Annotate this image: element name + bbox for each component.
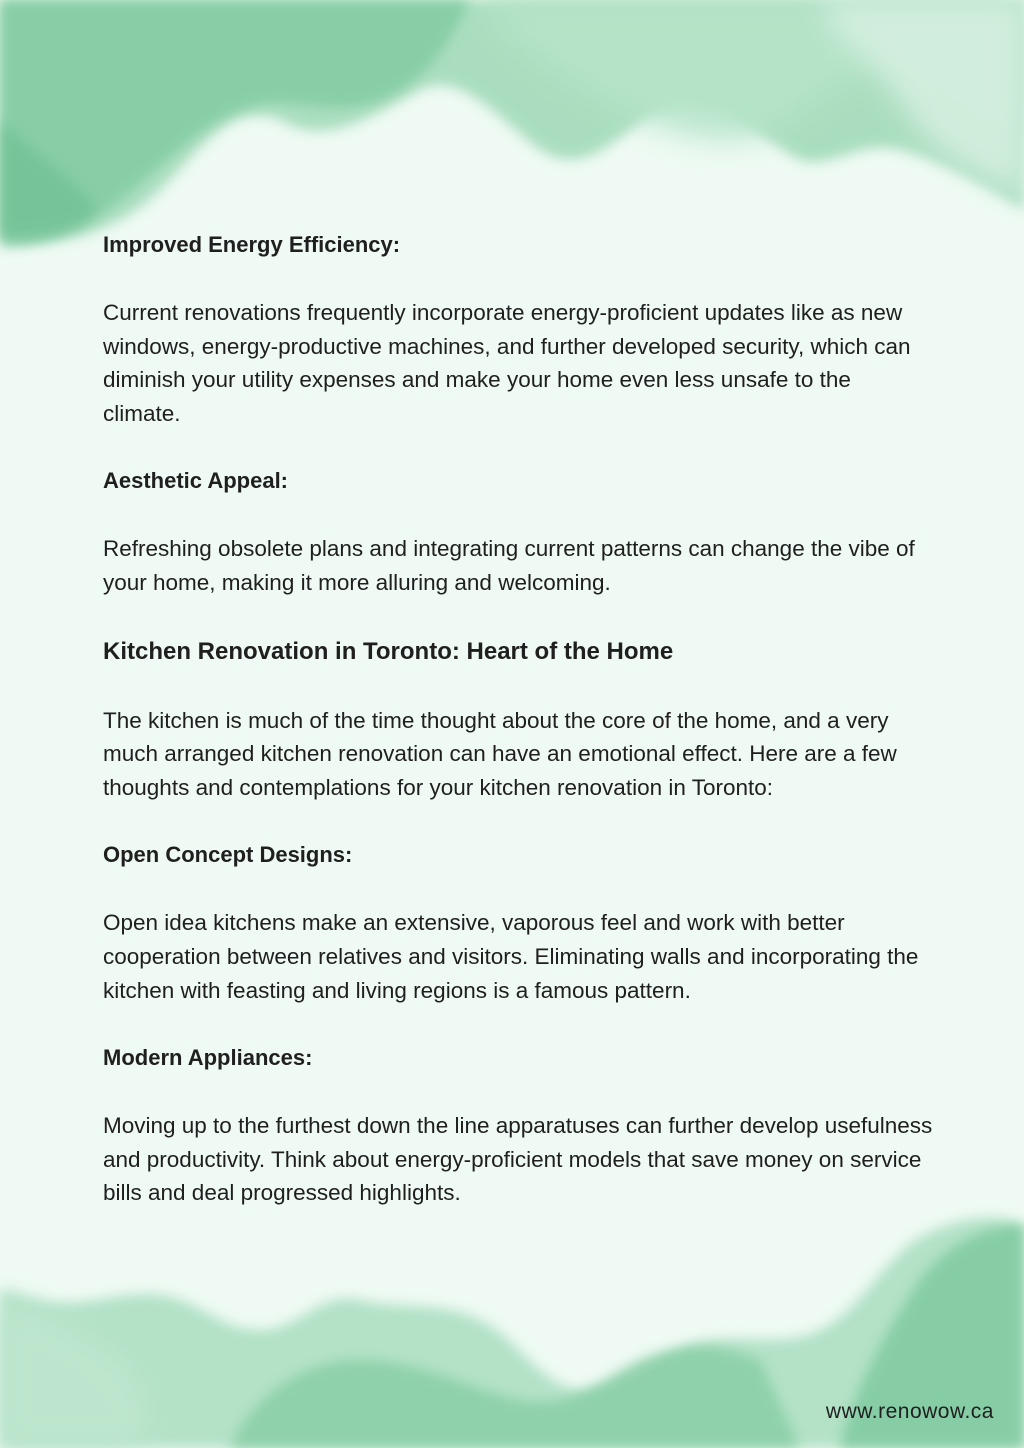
paragraph-aesthetic-appeal: Refreshing obsolete plans and integrating current patterns can change the vibe of your home, making it more alluring and welcoming.: [103, 536, 915, 595]
heading-energy-efficiency: Improved Energy Efficiency:: [103, 232, 401, 257]
heading-open-concept: Open Concept Designs:: [103, 842, 353, 868]
heading-modern-appliances: Modern Appliances:: [103, 1045, 313, 1071]
section-title-kitchen-renovation: Kitchen Renovation in Toronto: Heart of the Home: [103, 637, 674, 665]
document-body: [103, 228, 933, 1210]
paragraph-modern-appliances: Moving up to the furthest down the line apparatuses can further develop usefulness and productivity. Think about energy-proficient models that save money on service bills and deal progressed highlights.: [103, 1113, 933, 1206]
paragraph-energy-efficiency: Current renovations frequently incorporate energy-proficient updates like as new windows, energy-productive machines, and further developed security, which can diminish your utility expenses and make your home even less unsafe to the climate.: [103, 300, 911, 426]
paragraph-kitchen-renovation: The kitchen is much of the time thought about the core of the home, and a very much arranged kitchen renovation can have an emotional effect. Here are a few thoughts and contemplations for your kitchen renovation in Toronto:: [103, 707, 897, 800]
heading-aesthetic-appeal: Aesthetic Appeal:: [103, 468, 289, 494]
paragraph-open-concept: Open idea kitchens make an extensive, vaporous feel and work with better cooperation between relatives and visitors. Eliminating walls and incorporating the kitchen with feasting and living regions is a famous pattern.: [103, 910, 919, 1003]
footer-website-link[interactable]: www.renowow.ca: [825, 1400, 994, 1423]
